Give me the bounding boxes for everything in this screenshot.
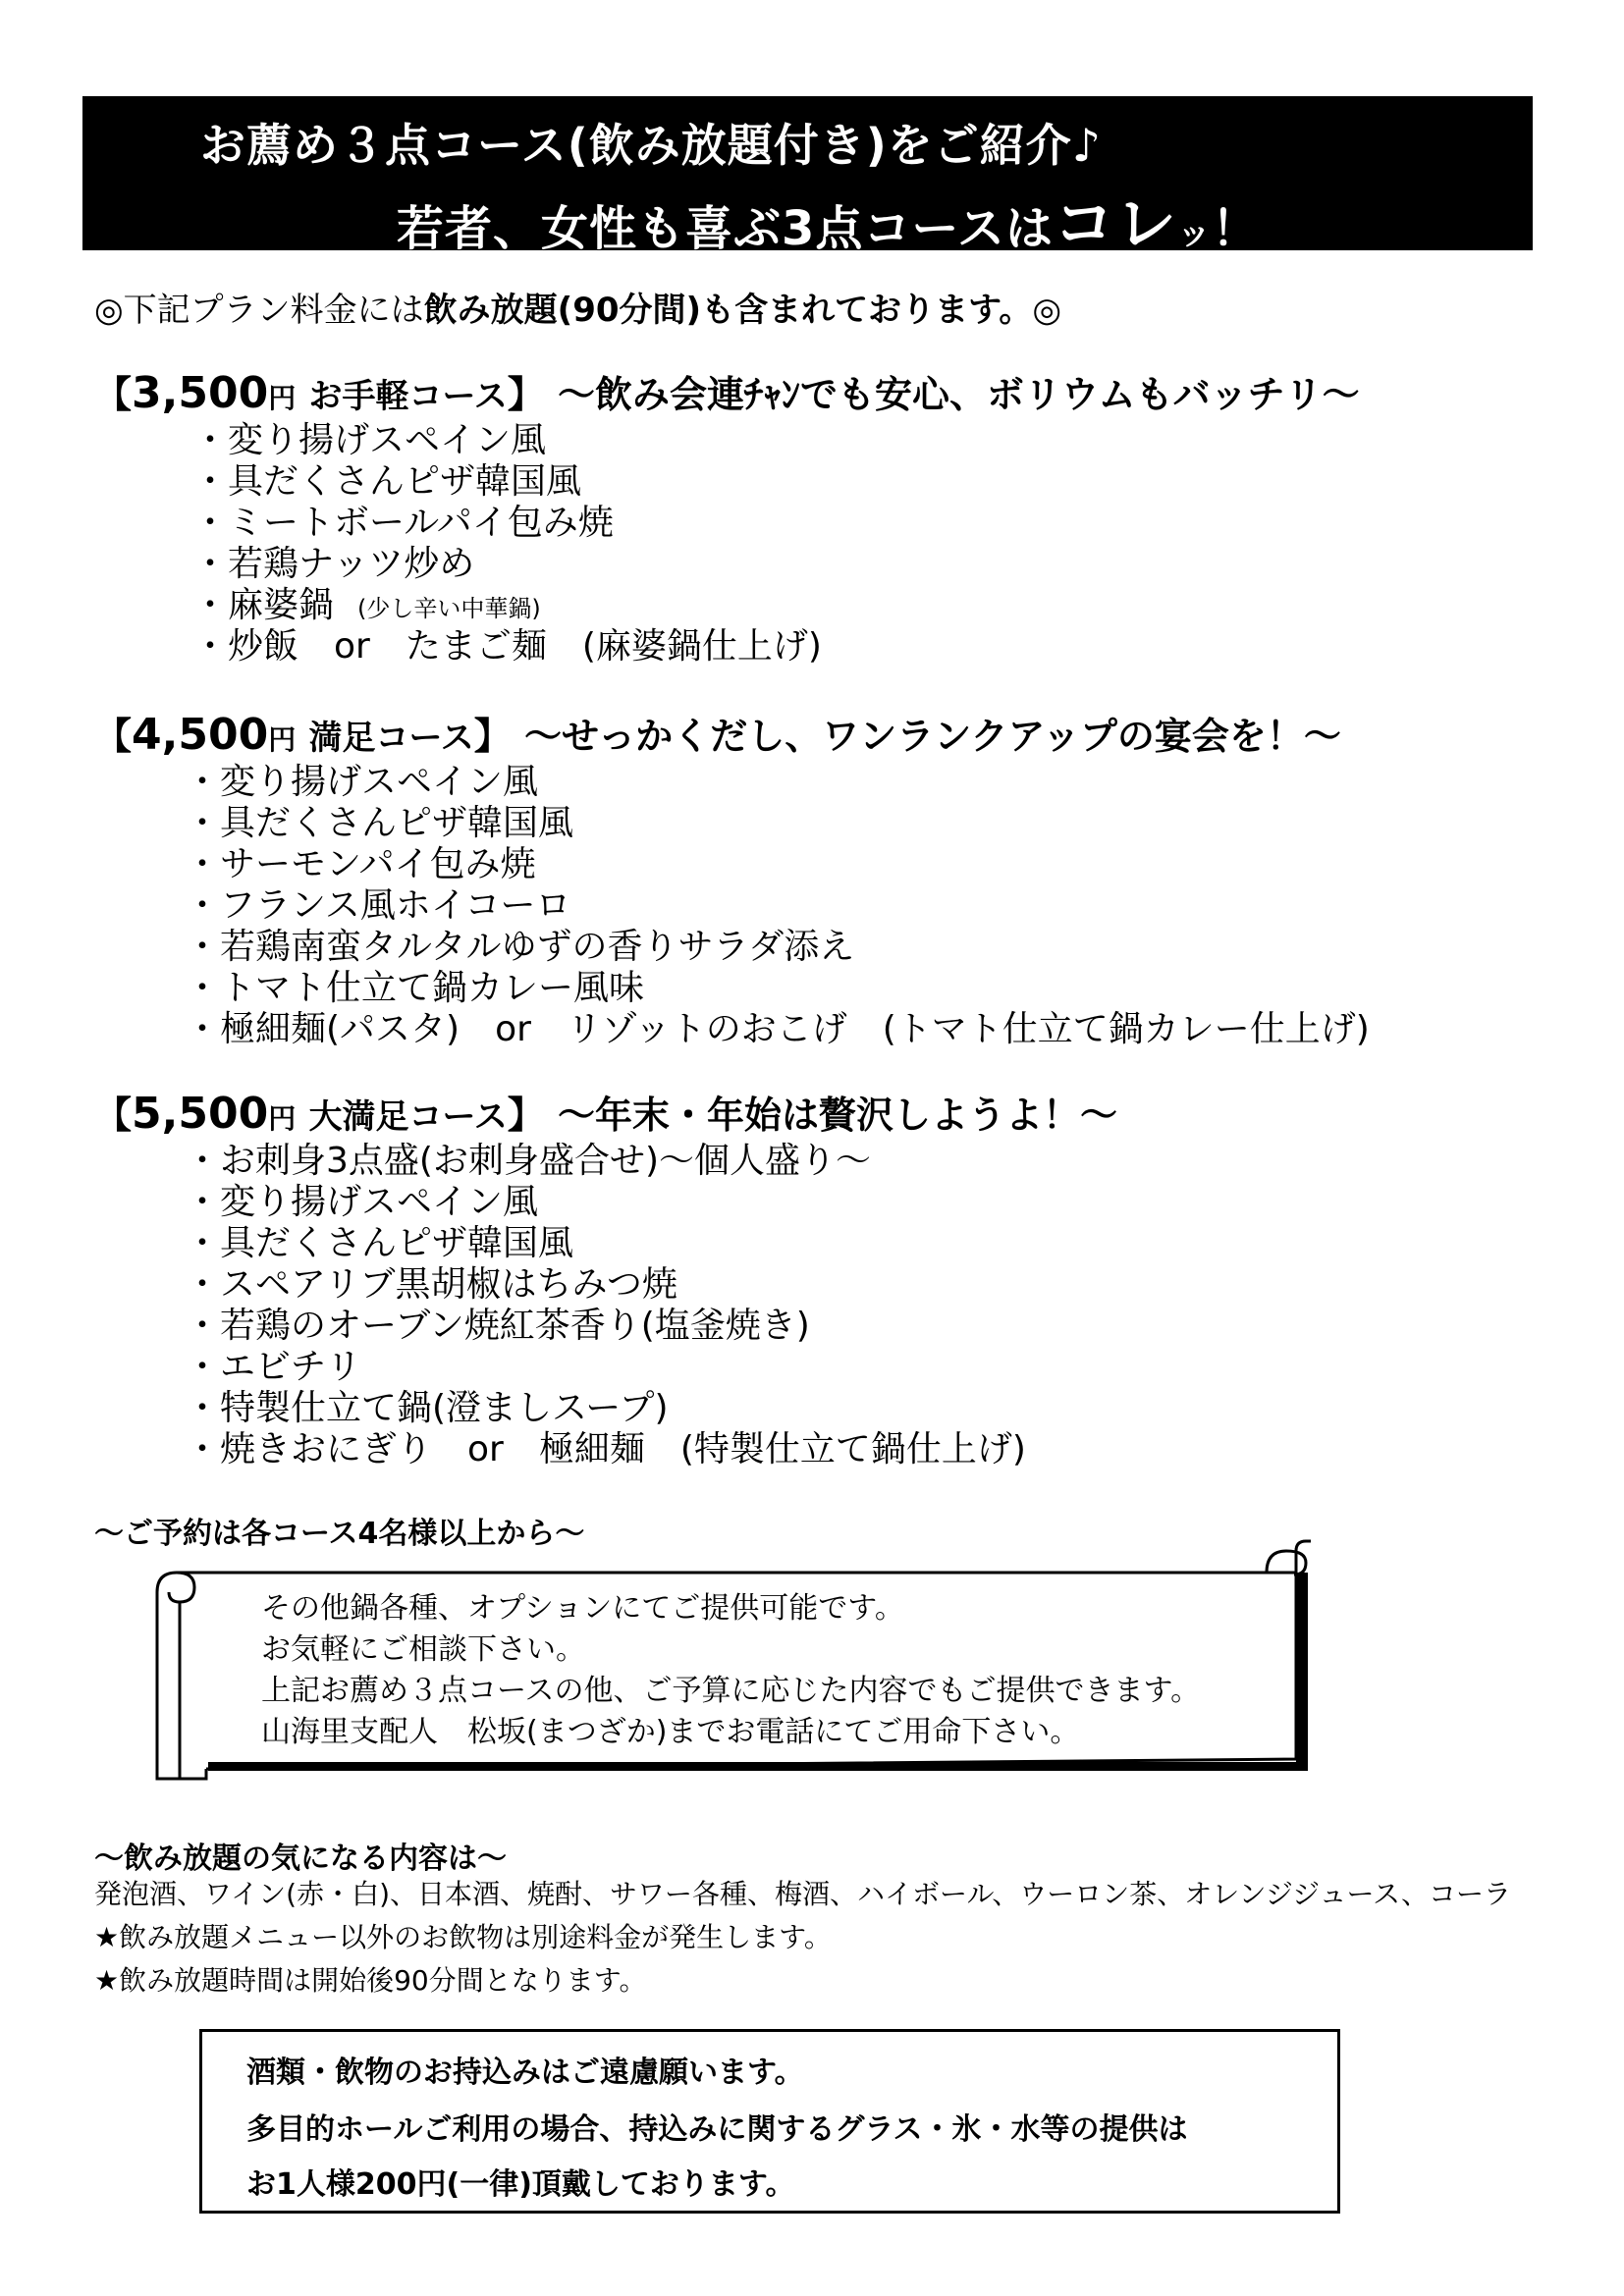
course-yen: 円 [268,723,297,756]
course-yen: 円 [268,1102,297,1135]
drinks-list: 発泡酒、ワイン(赤・白)、日本酒、焼酎、サワー各種、梅酒、ハイボール、ウーロン茶、オレンジジュース、コーラ [94,1878,1511,1910]
scroll-banner-text [261,1588,1200,1753]
course-3500 [94,367,1360,667]
menu-item [192,585,1360,626]
course-yen: 円 [268,382,297,414]
menu-item: ・具だくさんピザ韓国風 [185,1223,574,1263]
header-line-2-end: ！ [1212,201,1261,256]
bring-in-line-1: 酒類・飲物のお持込みはご遠慮願います。 [246,2056,804,2090]
plan-note [94,283,1061,331]
course-price: 5,500 [132,1089,269,1139]
header-line-2-text: 若者、女性も喜ぶ3点コースは [397,201,1054,256]
menu-item: ・ミートボールパイ包み焼 [192,503,614,543]
reservation-note: ～ご予約は各コース4名様以上から～ [94,1517,585,1551]
menu-item: ・焼きおにぎり or 極細麺 (特製仕立て鍋仕上げ) [185,1429,1026,1469]
menu-item: ・具だくさんピザ韓国風 [185,803,574,843]
course-tagline: ～飲み会連ﾁｬﾝでも安心、ボリウムもバッチリ～ [558,373,1360,416]
scroll-line: お気軽にご相談下さい。 [261,1632,585,1667]
header-line-1: お薦め３点コース(飲み放題付き)をご紹介♪ [200,119,1103,172]
plan-note-prefix: ◎下記プラン料金には [94,291,424,330]
menu-item: ・特製仕立て鍋(澄ましスープ) [185,1388,669,1428]
course-title [94,367,1360,420]
course-bracket-open: 【 [94,373,133,416]
menu-item: ・変り揚げスペイン風 [185,762,539,802]
menu-item: ・炒飯 or たまご麺 (麻婆鍋仕上げ) [192,626,822,667]
menu-item: ・サーモンパイ包み焼 [185,844,536,884]
course-tagline: ～年末・年始は贅沢しようよ！～ [558,1094,1118,1137]
menu-item-note: (少し辛い中華鍋) [334,595,541,622]
bring-in-line-2: 多目的ホールご利用の場合、持込みに関するグラス・氷・水等の提供は [246,2112,1188,2147]
course-title [94,1088,1117,1141]
menu-item: ・具だくさんピザ韓国風 [192,461,582,502]
course-menu [94,762,1370,1050]
drinks-note-duration: ★飲み放題時間は開始後90分間となります。 [94,1964,647,1997]
scroll-line: 山海里支配人 松坂(まつざか)までお電話にてご用命下さい。 [261,1715,1080,1749]
drinks-title: ～飲み放題の気になる内容は～ [94,1842,507,1876]
menu-item: ・若鶏ナッツ炒め [192,544,475,584]
menu-item: ・お刺身3点盛(お刺身盛合せ)～個人盛り～ [185,1141,871,1181]
plan-note-suffix: ◎ [1032,291,1062,330]
menu-item: ・変り揚げスペイン風 [185,1182,539,1222]
course-bracket-open: 【 [94,715,133,758]
scroll-line: 上記お薦め３点コースの他、ご予算に応じた内容でもご提供できます。 [261,1674,1201,1708]
course-bracket-close: 】 [507,373,545,416]
menu-item-text: ・麻婆鍋 [192,585,335,625]
course-name: 満足コース [308,719,474,758]
header-line-2-small: ッ [1177,214,1213,253]
course-price: 4,500 [132,710,269,760]
menu-item: ・スペアリブ黒胡椒はちみつ焼 [185,1264,677,1305]
menu-item: ・若鶏南蛮タルタルゆずの香りサラダ添え [185,927,855,967]
drinks-note-extra-charge: ★飲み放題メニュー以外のお飲物は別途料金が発生します。 [94,1921,832,1953]
course-price: 3,500 [132,368,269,418]
course-name: お手軽コース [308,377,508,416]
bring-in-line-3: お1人様200円(一律)頂戴しております。 [246,2167,795,2202]
course-menu [94,1141,1117,1470]
menu-item: ・トマト仕立て鍋カレー風味 [185,968,645,1008]
menu-item: ・フランス風ホイコーロ [185,885,571,926]
course-5500 [94,1088,1117,1470]
course-menu [94,420,1360,667]
plan-note-bold: 飲み放題(90分間)も含まれております。 [423,291,1033,330]
course-name: 大満足コース [308,1097,508,1137]
course-bracket-close: 】 [473,715,512,758]
menu-item: ・エビチリ [185,1347,362,1387]
menu-item: ・変り揚げスペイン風 [192,420,547,460]
scroll-line: その他鍋各種、オプションにてご提供可能です。 [261,1591,904,1626]
course-4500 [94,709,1370,1050]
course-title [94,709,1370,762]
course-bracket-close: 】 [507,1094,545,1137]
menu-item: ・極細麺(パスタ) or リゾットのおこげ (トマト仕立て鍋カレー仕上げ) [185,1009,1370,1049]
course-bracket-open: 【 [94,1094,133,1137]
bring-in-notice-box [199,2029,1340,2214]
course-tagline: ～せっかくだし、ワンランクアップの宴会を！～ [524,715,1341,758]
header-line-2-emphasis: コレ [1054,187,1178,259]
header-banner [82,96,1533,259]
menu-item: ・若鶏のオーブン焼紅茶香り(塩釜焼き) [185,1306,810,1346]
header-line-2 [397,175,1260,262]
